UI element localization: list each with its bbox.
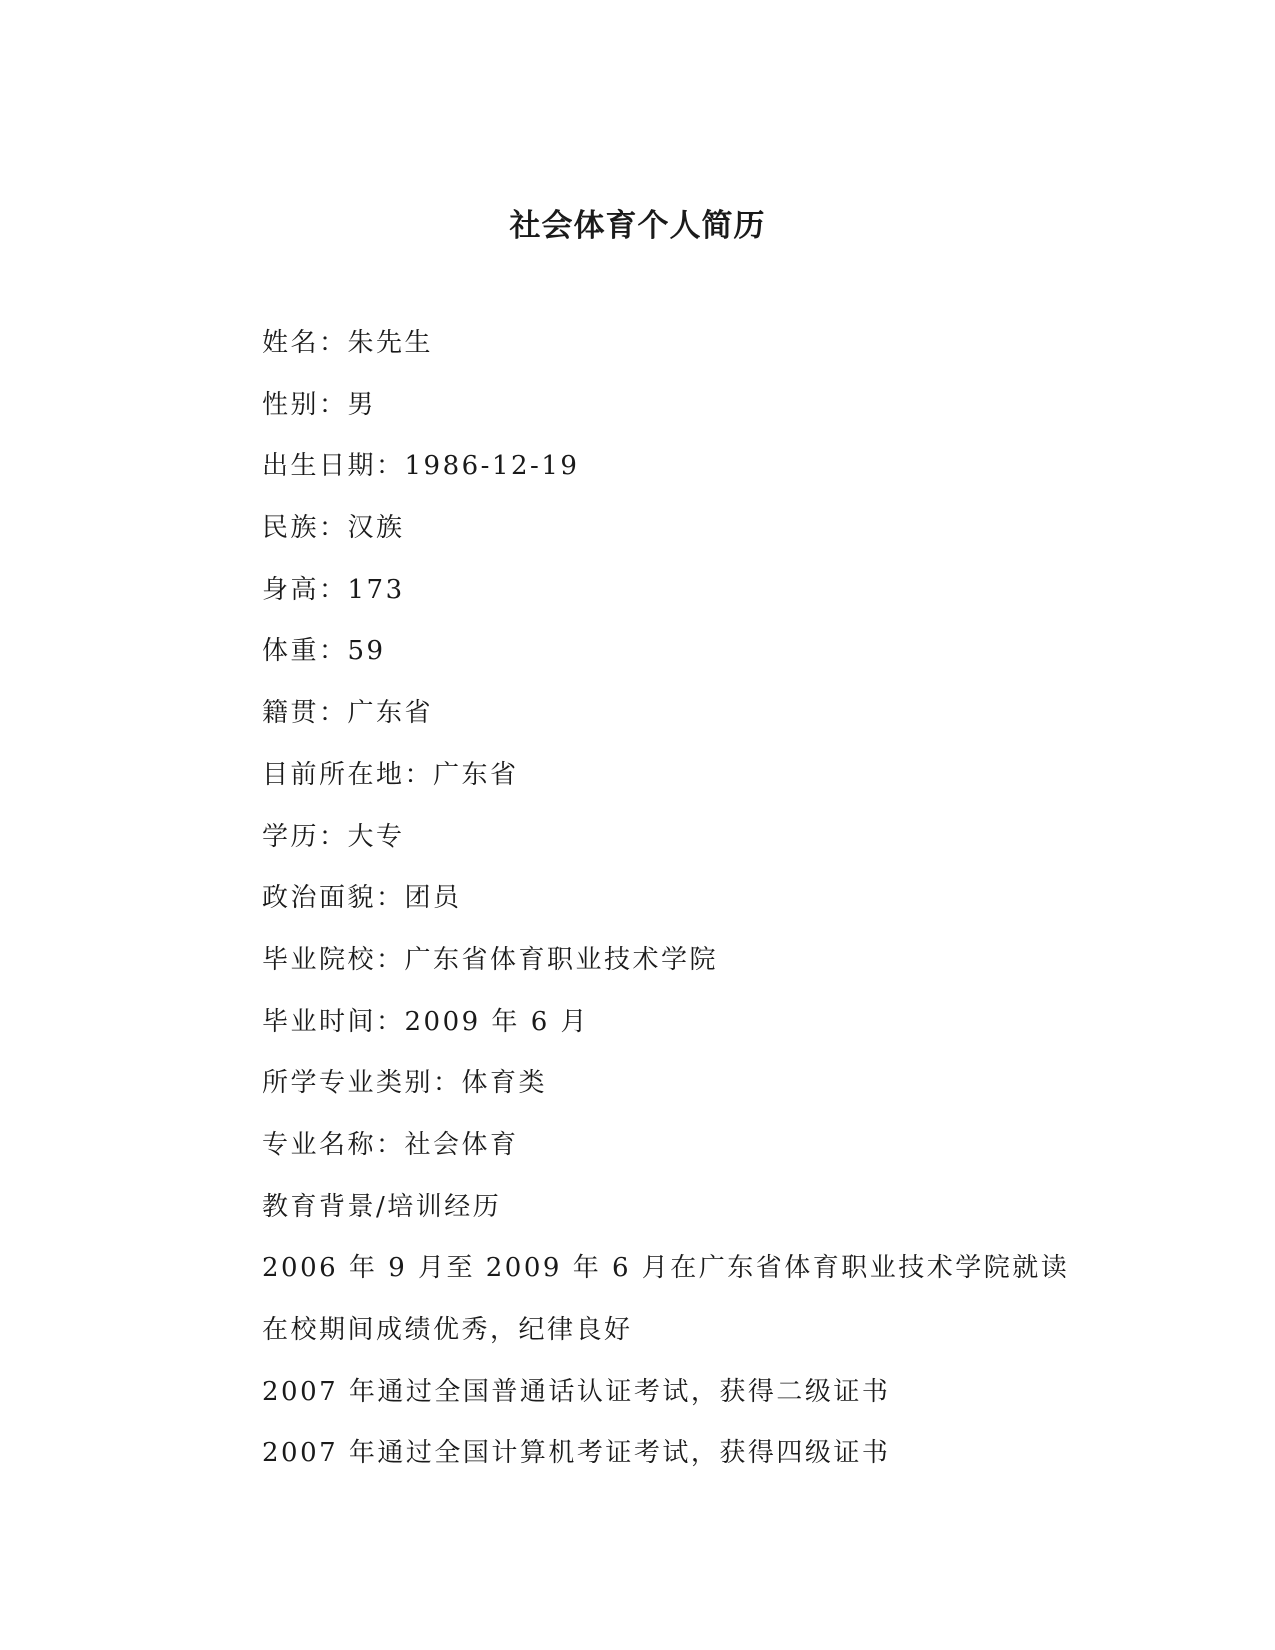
resume-line-name: 姓名：朱先生 (262, 328, 434, 358)
resume-lines (262, 328, 1222, 1500)
resume-line-ethnicity: 民族：汉族 (262, 513, 405, 544)
resume-line-education-heading: 教育背景/培训经历 (262, 1191, 502, 1222)
resume-line-graduation-date: 毕业时间：2009 年 6 月 (262, 1006, 590, 1037)
resume-line-mandarin-certificate: 2007 年通过全国普通话认证考试，获得二级证书 (262, 1376, 891, 1407)
resume-line-native-place: 籍贯：广东省 (262, 698, 434, 729)
resume-line-education-entry: 2006 年 9 月至 2009 年 6 月在广东省体育职业技术学院就读 (262, 1253, 1070, 1284)
document-title: 社会体育个人简历 (509, 208, 766, 244)
resume-line-current-location: 目前所在地：广东省 (262, 759, 519, 790)
resume-line-height: 身高：173 (262, 574, 405, 605)
resume-line-major-name: 专业名称：社会体育 (262, 1129, 519, 1160)
resume-line-education-level: 学历：大专 (262, 821, 405, 852)
resume-line-political-status: 政治面貌：团员 (262, 883, 462, 914)
resume-line-school: 毕业院校：广东省体育职业技术学院 (262, 944, 719, 975)
resume-line-birthdate: 出生日期：1986-12-19 (262, 451, 580, 482)
resume-line-weight: 体重：59 (262, 636, 386, 667)
resume-line-computer-certificate: 2007 年通过全国计算机考证考试，获得四级证书 (262, 1438, 891, 1469)
resume-line-school-performance: 在校期间成绩优秀，纪律良好 (262, 1315, 633, 1345)
resume-line-gender: 性别：男 (262, 389, 377, 420)
resume-line-major-category: 所学专业类别：体育类 (262, 1068, 548, 1099)
